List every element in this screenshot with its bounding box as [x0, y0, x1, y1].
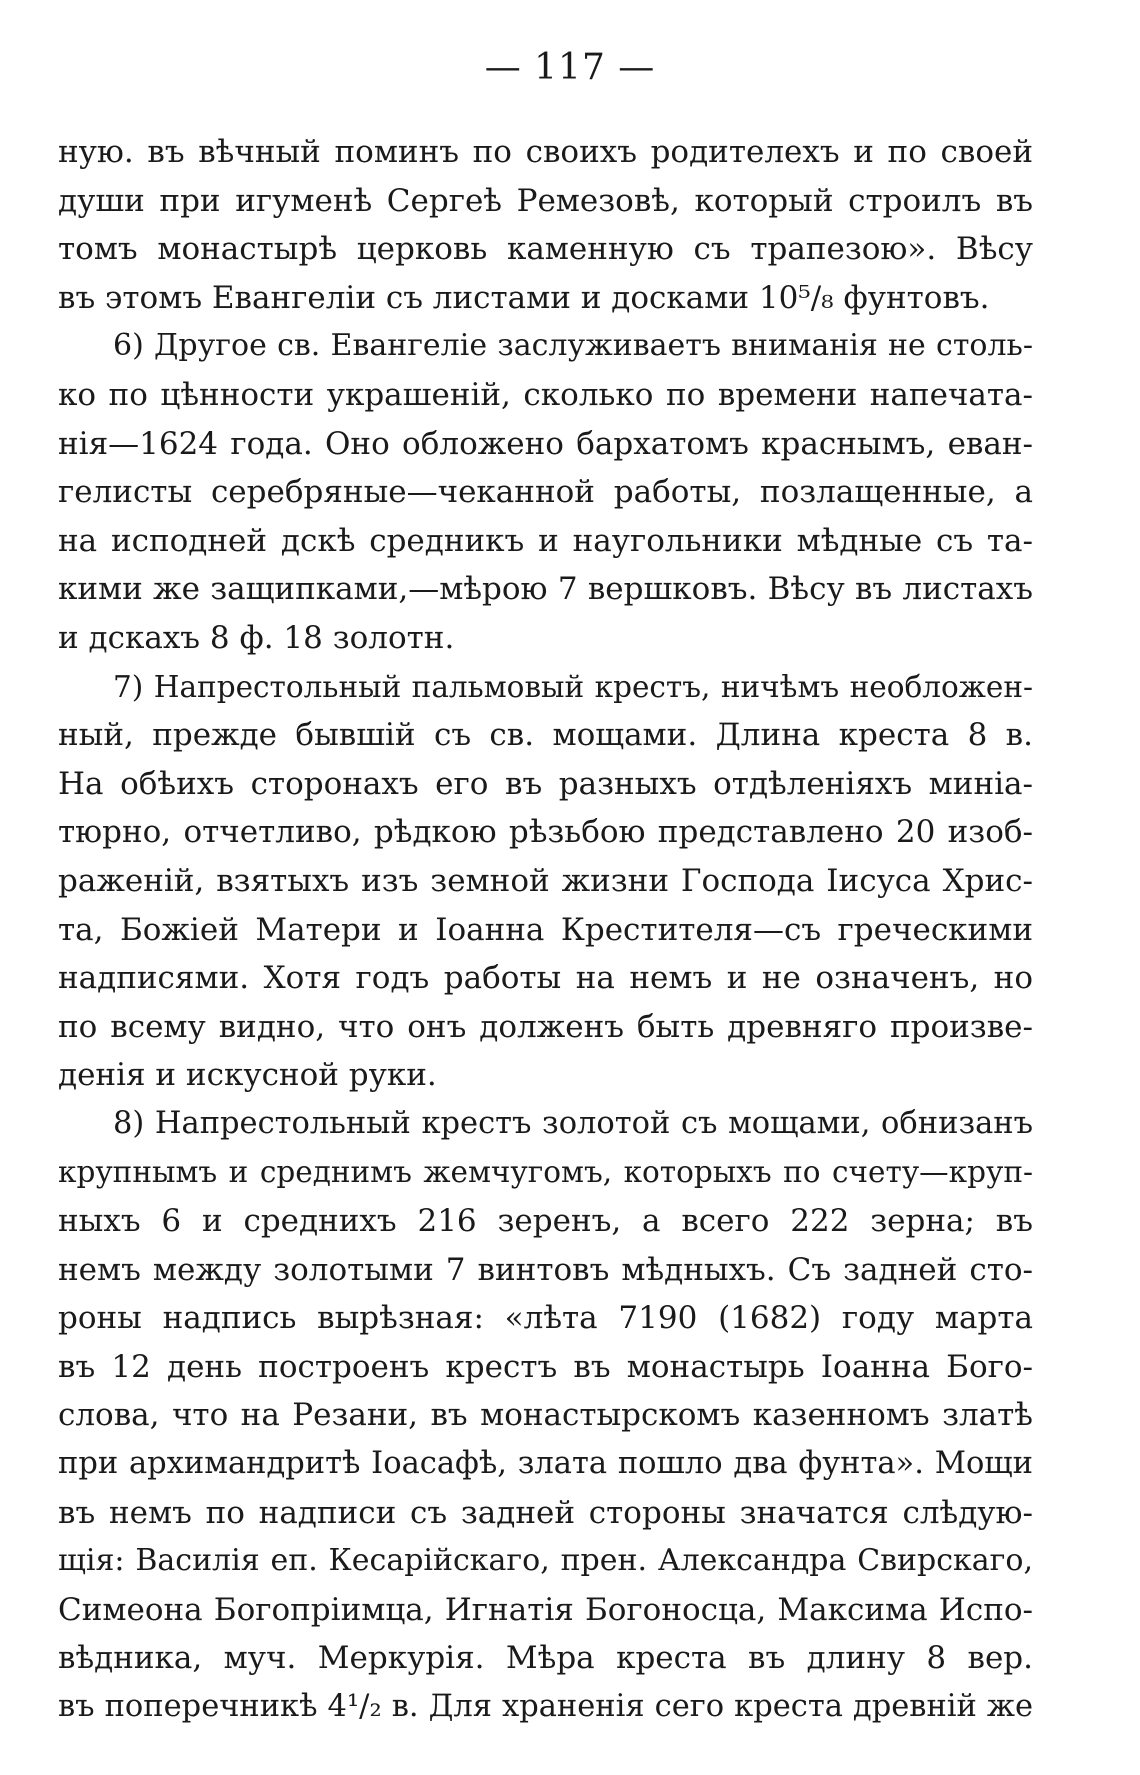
text-line: крупнымъ и среднимъ жемчугомъ, которыхъ по счету—круп-	[58, 1155, 1033, 1190]
text-line: ныхъ 6 и среднихъ 216 зеренъ, а всего 222 зерна; въ	[58, 1203, 1033, 1240]
text-line: души при игуменѣ Сергеѣ Ремезовѣ, который строилъ въ	[58, 182, 1033, 219]
text-line: 6) Другое св. Евангеліе заслуживаетъ вниманія не столь-	[113, 328, 1033, 364]
text-line: раженій, взятыхъ изъ земной жизни Господа Іисуса Хрис-	[58, 862, 1033, 899]
text-line: слова, что на Резани, въ монастырскомъ казенномъ златѣ	[58, 1397, 1033, 1434]
text-line: 8) Напрестольный крестъ золотой съ мощами, обнизанъ	[113, 1105, 1033, 1141]
text-line: Симеона Богопріимца, Игнатія Богоносца, Максима Испо-	[58, 1591, 1033, 1628]
text-line: роны надпись вырѣзная: «лѣта 7190 (1682) году марта	[58, 1300, 1033, 1337]
text-line: денія и искусной руки.	[58, 1057, 437, 1094]
text-line: въ этомъ Евангеліи съ листами и досками 10⁵/₈ фунтовъ.	[58, 279, 990, 316]
text-line: по всему видно, что онъ долженъ быть древняго произве-	[58, 1008, 1033, 1045]
body-text	[58, 128, 1033, 1732]
page-number: — 117 —	[484, 47, 656, 88]
text-line: кими же защипками,—мѣрою 7 вершковъ. Вѣсу въ листахъ	[58, 571, 1033, 608]
text-line: гелисты серебряные—чеканной работы, позлащенные, а	[58, 474, 1033, 511]
text-line: вѣдника, муч. Меркурія. Мѣра креста въ длину 8 вер.	[58, 1640, 1033, 1677]
text-line: ную. въ вѣчный поминъ по своихъ родителехъ и по своей	[58, 134, 1033, 170]
text-line: щія: Василія еп. Кесарійскаго, прен. Александра Свирскаго,	[58, 1543, 1033, 1579]
text-line: та, Божіей Матери и Іоанна Крестителя—съ греческими	[58, 911, 1033, 948]
text-line: тюрно, отчетливо, рѣдкою рѣзьбою представлено 20 изоб-	[58, 814, 1033, 851]
text-line: ный, прежде бывшій съ св. мощами. Длина креста 8 в.	[58, 717, 1033, 754]
text-line: надписями. Хотя годъ работы на немъ и не означенъ, но	[58, 960, 1033, 997]
text-line: въ немъ по надписи съ задней стороны значатся слѣдую-	[58, 1494, 1033, 1531]
text-line: и дскахъ 8 ф. 18 золотн.	[58, 619, 455, 656]
text-line: при архимандритѣ Іоасафѣ, злата пошло два фунта». Мощи	[58, 1446, 1033, 1482]
text-line: нія—1624 года. Оно обложено бархатомъ краснымъ, еван-	[58, 425, 1033, 462]
text-line: на исподней дскѣ средникъ и наугольники мѣдные съ та-	[58, 522, 1033, 559]
text-line: На обѣихъ сторонахъ его въ разныхъ отдѣленіяхъ миніа-	[58, 765, 1033, 802]
text-line: въ поперечникѣ 4¹/₂ в. Для храненія сего креста древній же	[58, 1689, 1033, 1724]
text-line: томъ монастырѣ церковь каменную съ трапезою». Вѣсу	[58, 231, 1033, 268]
text-line: ко по цѣнности украшеній, сколько по времени напечата-	[58, 376, 1033, 413]
text-line: немъ между золотыми 7 винтовъ мѣдныхъ. Съ задней сто-	[58, 1251, 1033, 1288]
text-line: 7) Напрестольный пальмовый крестъ, ничѣмъ необложен-	[113, 669, 1033, 704]
text-line: въ 12 день построенъ крестъ въ монастырь Іоанна Бого-	[58, 1348, 1033, 1385]
